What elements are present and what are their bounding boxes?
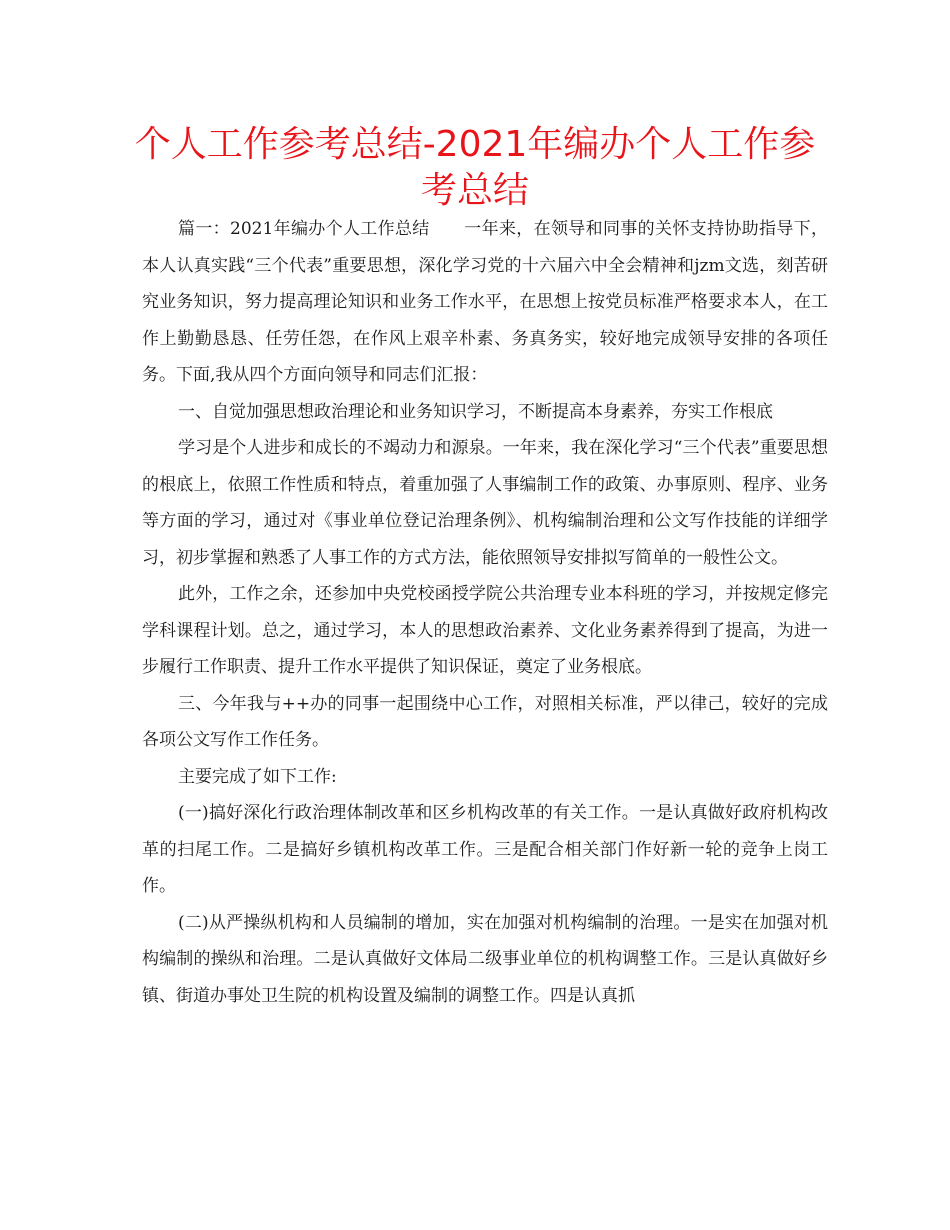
- paragraph-item-1: (一)搞好深化行政治理体制改革和区乡机构改革的有关工作。一是认真做好政府机构改革的扫尾工作。二是搞好乡镇机构改革工作。三是配合相关部门作好新一轮的竞争上岗工作。: [142, 803, 828, 896]
- paragraph-item-2: (二)从严操纵机构和人员编制的增加，实在加强对机构编制的治理。一是实在加强对机构编制的操纵和治理。二是认真做好文体局二级事业单位的机构调整工作。三是认真做好乡镇、街道办事处卫生院的机构设置及编制的调整工作。四是认真抓: [142, 912, 828, 1006]
- document-title: 个人工作参考总结-2021年编办个人工作参考总结: [134, 124, 816, 211]
- paragraph-study: 学习是个人进步和成长的不竭动力和源泉。一年来，我在深化学习“三个代表”重要思想的根底上，依照工作性质和特点，着重加强了人事编制工作的政策、办事原则、程序、业务等方面的学习，通过对《事业单位登记治理条例》、机构编制治理和公文写作技能的详细学习，初步掌握和熟悉了人事工作的方式方法，能依照领导安排拟写简单的一般性公文。: [142, 438, 828, 568]
- paragraph-further-study: 此外，工作之余，还参加中央党校函授学院公共治理专业本科班的学习，并按规定修完学科课程计划。总之，通过学习，本人的思想政治素养、文化业务素养得到了提高，为进一步履行工作职责、提升工作水平提供了知识保证，奠定了业务根底。: [142, 584, 828, 677]
- document-body: [142, 211, 828, 1014]
- paragraph-section-heading-3: 三、今年我与++办的同事一起围绕中心工作，对照相关标准，严以律己，较好的完成各项公文写作工作任务。: [142, 693, 828, 750]
- paragraph-intro: 篇一：2021年编办个人工作总结 一年来，在领导和同事的关怀支持协助指导下，本人认真实践“三个代表”重要思想，深化学习党的十六届六中全会精神和jzm文选，刻苦研究业务知识，努力提高理论知识和业务工作水平，在思想上按党员标准严格要求本人，在工作上勤勤恳恳、任劳任怨，在作风上艰辛朴素、务真务实，较好地完成领导安排的各项任务。下面,我从四个方面向领导和同志们汇报：: [142, 219, 828, 385]
- paragraph-section-heading-1: 一、自觉加强思想政治理论和业务知识学习，不断提高本身素养，夯实工作根底: [178, 401, 773, 422]
- paragraph-main-work: 主要完成了如下工作:: [178, 766, 337, 787]
